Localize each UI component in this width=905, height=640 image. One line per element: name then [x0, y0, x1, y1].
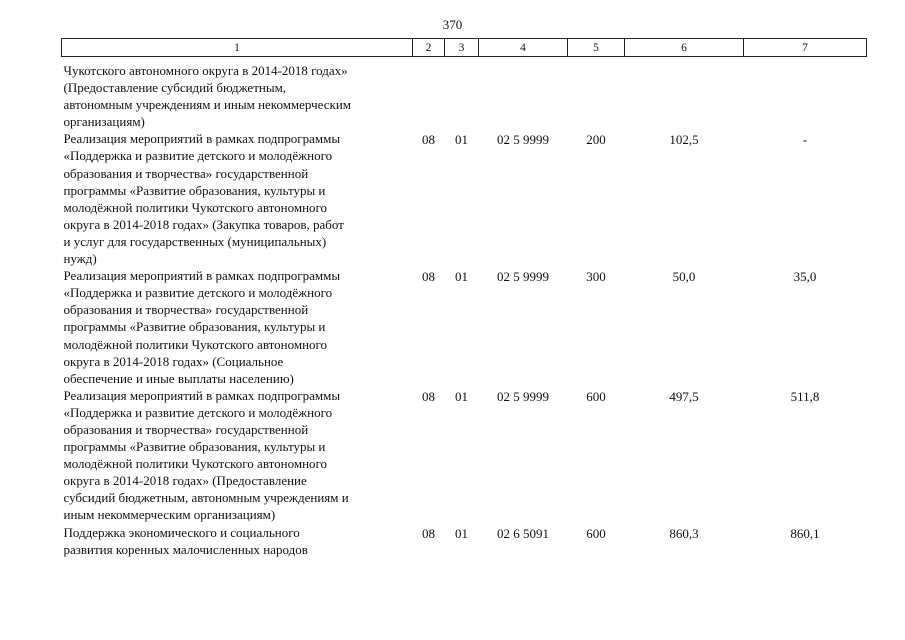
- description-line: нужд): [63, 251, 97, 267]
- table-header: [62, 39, 867, 57]
- table-row: [62, 524, 867, 558]
- description-line: Реализация мероприятий в рамках подпрограммы: [63, 268, 341, 284]
- amount-year-1: 497,5: [669, 388, 699, 404]
- description-line: (Предоставление субсидий бюджетным,: [63, 80, 287, 96]
- description-line: образования и творчества» государственной: [63, 302, 309, 318]
- description-line: Реализация мероприятий в рамках подпрограммы: [63, 387, 341, 403]
- table-row: [62, 130, 867, 267]
- table-row: [62, 387, 867, 524]
- expense-type-code: [568, 57, 625, 131]
- row-description: [62, 524, 413, 558]
- page-number: 370: [442, 17, 463, 32]
- amount-year-2: 860,1: [790, 525, 820, 541]
- description-line: «Поддержка и развитие детского и молодёжного: [63, 148, 333, 164]
- description-line: автономным учреждениям и иным некоммерческим: [63, 97, 352, 113]
- description-line: программы «Развитие образования, культуры и: [63, 439, 326, 455]
- section-code: 08: [422, 132, 435, 148]
- header-col-4: 4: [479, 39, 568, 57]
- subsection-code: 01: [455, 388, 468, 404]
- amount-year-2: -: [802, 132, 808, 148]
- description-line: молодёжной политики Чукотского автономного: [63, 456, 328, 472]
- header-col-2: 2: [413, 39, 445, 57]
- header-col-6: 6: [625, 39, 744, 57]
- row-description: [62, 267, 413, 387]
- description-line: молодёжной политики Чукотского автономного: [63, 336, 328, 352]
- table-body: [62, 57, 867, 558]
- row-description: [62, 130, 413, 267]
- header-col-1: 1: [62, 39, 413, 57]
- target-article-code: 02 5 9999: [497, 269, 549, 285]
- amount-year-1: 860,3: [669, 525, 699, 541]
- description-line: программы «Развитие образования, культуры и: [63, 182, 326, 198]
- row-description: [62, 57, 413, 131]
- amount-year-1: [625, 57, 744, 131]
- description-line: развития коренных малочисленных народов: [63, 541, 308, 557]
- description-line: образования и творчества» государственной: [63, 421, 309, 437]
- description-line: и услуг для государственных (муниципальных): [63, 233, 327, 249]
- table-row: [62, 267, 867, 387]
- description-line: округа в 2014-2018 годах» (Предоставление: [63, 473, 307, 489]
- header-row: [62, 39, 867, 57]
- description-line: иным некоммерческим организациям): [63, 507, 276, 523]
- table-row: [62, 57, 867, 131]
- expense-type-code: 600: [586, 525, 606, 541]
- subsection-code: [445, 57, 479, 131]
- target-article-code: 02 5 9999: [497, 388, 549, 404]
- expense-type-code: 300: [586, 269, 606, 285]
- description-line: Реализация мероприятий в рамках подпрограммы: [63, 131, 341, 147]
- description-line: Поддержка экономического и социального: [63, 524, 300, 540]
- section-code: [413, 57, 445, 131]
- amount-year-1: 102,5: [669, 132, 699, 148]
- section-code: 08: [422, 525, 435, 541]
- section-code: 08: [422, 388, 435, 404]
- subsection-code: 01: [455, 525, 468, 541]
- budget-table: [61, 38, 867, 558]
- description-line: «Поддержка и развитие детского и молодёжного: [63, 404, 333, 420]
- target-article-code: 02 5 9999: [497, 132, 549, 148]
- description-line: программы «Развитие образования, культуры и: [63, 319, 326, 335]
- amount-year-2: 35,0: [793, 269, 817, 285]
- subsection-code: 01: [455, 132, 468, 148]
- description-line: округа в 2014-2018 годах» (Социальное: [63, 353, 284, 369]
- row-description: [62, 387, 413, 524]
- target-article-code: 02 6 5091: [497, 525, 549, 541]
- amount-year-1: 50,0: [672, 269, 696, 285]
- description-line: «Поддержка и развитие детского и молодёжного: [63, 285, 333, 301]
- description-line: Чукотского автономного округа в 2014-2018 годах»: [63, 63, 348, 78]
- header-col-7: 7: [744, 39, 867, 57]
- header-col-3: 3: [445, 39, 479, 57]
- subsection-code: 01: [455, 269, 468, 285]
- amount-year-2: [744, 57, 867, 131]
- description-line: округа в 2014-2018 годах» (Закупка товаров, работ: [63, 216, 344, 232]
- description-line: обеспечение и иные выплаты населению): [63, 370, 294, 386]
- section-code: 08: [422, 269, 435, 285]
- header-col-5: 5: [568, 39, 625, 57]
- amount-year-2: 511,8: [790, 388, 820, 404]
- description-line: образования и творчества» государственной: [63, 165, 309, 181]
- expense-type-code: 200: [586, 132, 606, 148]
- description-line: организациям): [63, 114, 145, 130]
- expense-type-code: 600: [586, 388, 606, 404]
- description-line: субсидий бюджетным, автономным учреждениям и: [63, 490, 349, 506]
- description-line: молодёжной политики Чукотского автономного: [63, 199, 328, 215]
- target-article-code: [479, 57, 568, 131]
